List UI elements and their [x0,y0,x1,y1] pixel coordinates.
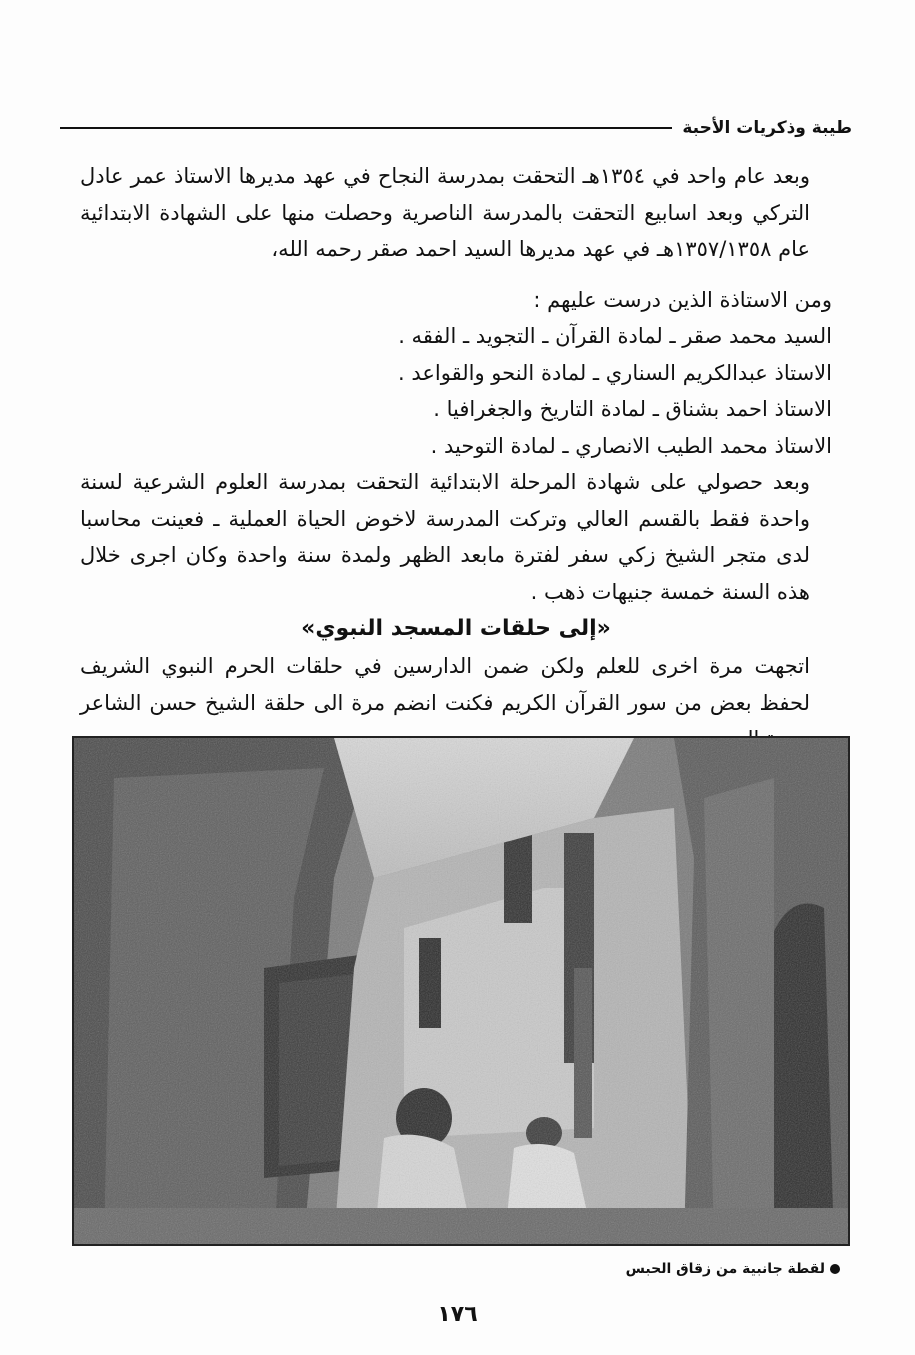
teacher-item: الاستاذ محمد الطيب الانصاري ـ لمادة التوحيد . [430,433,832,458]
paragraph-gap [80,268,832,282]
paragraph-1: وبعد عام واحد في ١٣٥٤هـ التحقت بمدرسة النجاح في عهد مديرها الاستاذ عمر عادل التركي وبعد اسابيع التحقت بالمدرسة الناصرية وحصلت منها على الشهادة الابتدائية عام ١٣٥٧/١٣٥٨هـ في عهد مديرها السيد احمد صقر رحمه الله، [80,164,810,261]
alley-photo [72,736,850,1246]
running-header [60,116,852,140]
teacher-item: الاستاذ عبدالكريم السناري ـ لمادة النحو والقواعد . [398,360,832,385]
paragraph-2: وبعد حصولي على شهادة المرحلة الابتدائية التحقت بمدرسة العلوم الشرعية لسنة واحدة فقط بالقسم العالي وتركت المدرسة لاخوض الحياة العملية ـ فعينت محاسبا لدى متجر الشيخ زكي سفر لفترة مابعد الظهر ولمدة سنة واحدة وكان اجرى خلال هذه السنة خمسة جنيهات ذهب . [80,470,810,604]
bullet-icon [830,1264,840,1274]
main-text [80,158,832,758]
photo-caption [626,1261,840,1277]
running-header-title: طيبة وذكريات الأحبة [682,118,852,138]
alley-photo-image [74,738,848,1244]
section-title: «إلى حلقات المسجد النبوي» [301,616,611,641]
header-rule [60,127,672,129]
paragraph-3: اتجهت مرة اخرى للعلم ولكن ضمن الدارسين في حلقات الحرم النبوي الشريف لحفظ بعض من سور القرآن الكريم فكنت انضم مرة الى حلقة الشيخ حسن الشاعر [80,654,810,715]
teacher-item: السيد محمد صقر ـ لمادة القرآن ـ التجويد ـ الفقه . [398,324,832,348]
page-number: ١٧٦ [437,1302,478,1327]
teacher-item: الاستاذ احمد بشناق ـ لمادة التاريخ والجغرافيا . [433,397,832,421]
teachers-intro: ومن الاستاذة الذين درست عليهم : [533,287,832,312]
photo-caption-text: لقطة جانبية من زقاق الحبس [625,1261,825,1277]
